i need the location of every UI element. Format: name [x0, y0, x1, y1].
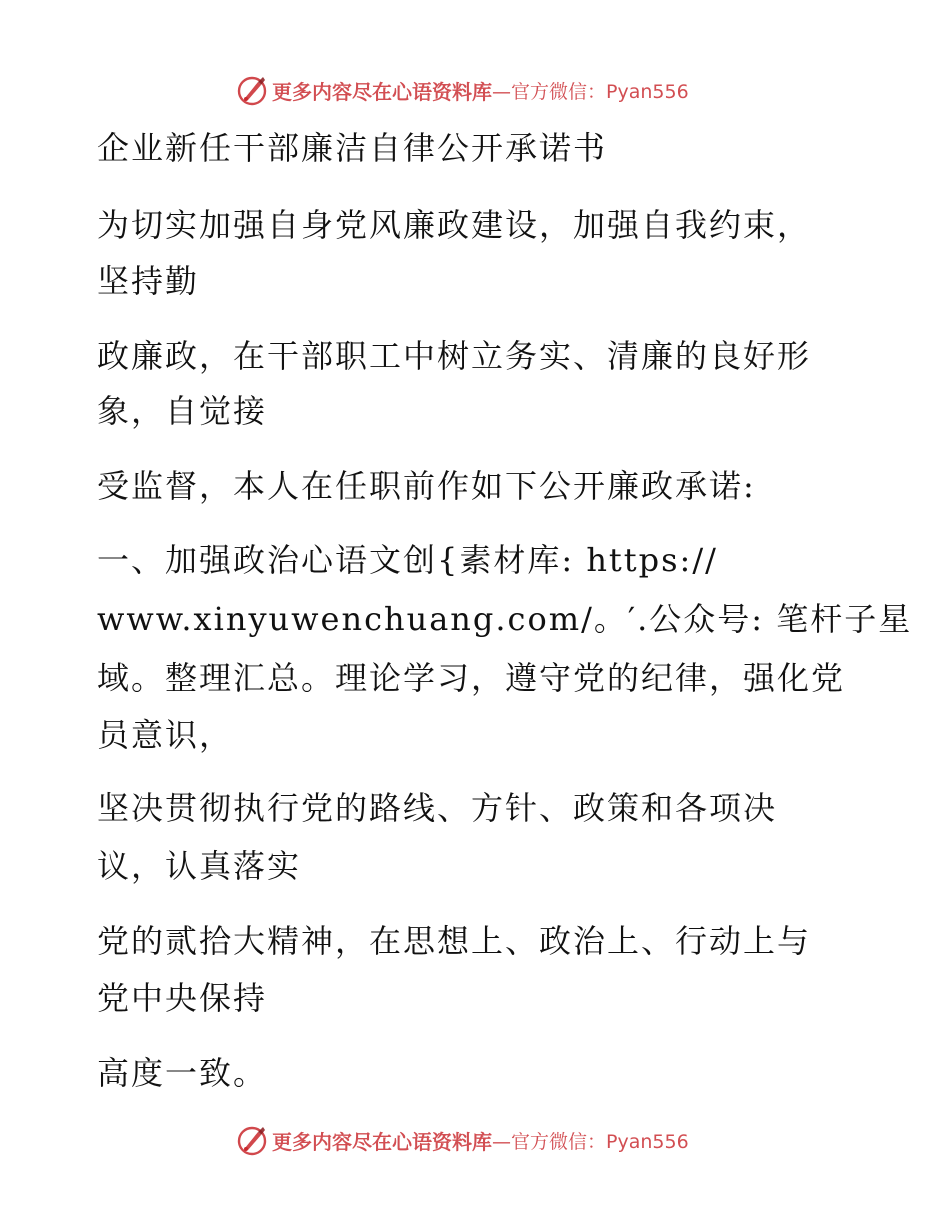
doc-title: 企业新任干部廉洁自律公开承诺书 — [97, 129, 608, 167]
banner-main-text: 更多内容尽在心语资料库 — [272, 1129, 492, 1154]
doc-line: 党中央保持 — [97, 979, 268, 1017]
doc-line: 坚决贯彻执行党的路线、方针、政策和各项决 — [97, 789, 778, 827]
doc-line: 议，认真落实 — [97, 847, 302, 885]
doc-line: 党的贰拾大精神，在思想上、政治上、行动上与 — [97, 922, 812, 960]
doc-line: 为切实加强自身党风廉政建设，加强自我约束， — [97, 206, 812, 244]
doc-line: 政廉政，在干部职工中树立务实、清廉的良好形 — [97, 337, 812, 375]
quill-logo-icon — [236, 1124, 268, 1156]
footer-banner — [236, 1122, 689, 1158]
doc-line: 坚持勤 — [97, 262, 200, 300]
doc-line: 域。整理汇总。理论学习，遵守党的纪律，强化党 — [97, 659, 846, 697]
banner-main-text: 更多内容尽在心语资料库 — [272, 79, 492, 104]
doc-line: 象，自觉接 — [97, 392, 268, 430]
banner-sub-text: —官方微信：Pyan556 — [492, 1130, 689, 1153]
doc-line: 员意识， — [97, 716, 234, 754]
quill-logo-icon — [236, 74, 268, 106]
header-banner — [236, 72, 689, 108]
doc-line: 高度一致。 — [97, 1054, 268, 1092]
doc-line: 受监督，本人在任职前作如下公开廉政承诺: — [97, 467, 756, 505]
banner-sub-text: —官方微信：Pyan556 — [492, 80, 689, 103]
doc-line: www.xinyuwenchuang.com/。′.公众号: 笔杆子星 — [97, 600, 913, 638]
doc-line: 一、加强政治心语文创{素材库: https:// — [97, 541, 718, 579]
